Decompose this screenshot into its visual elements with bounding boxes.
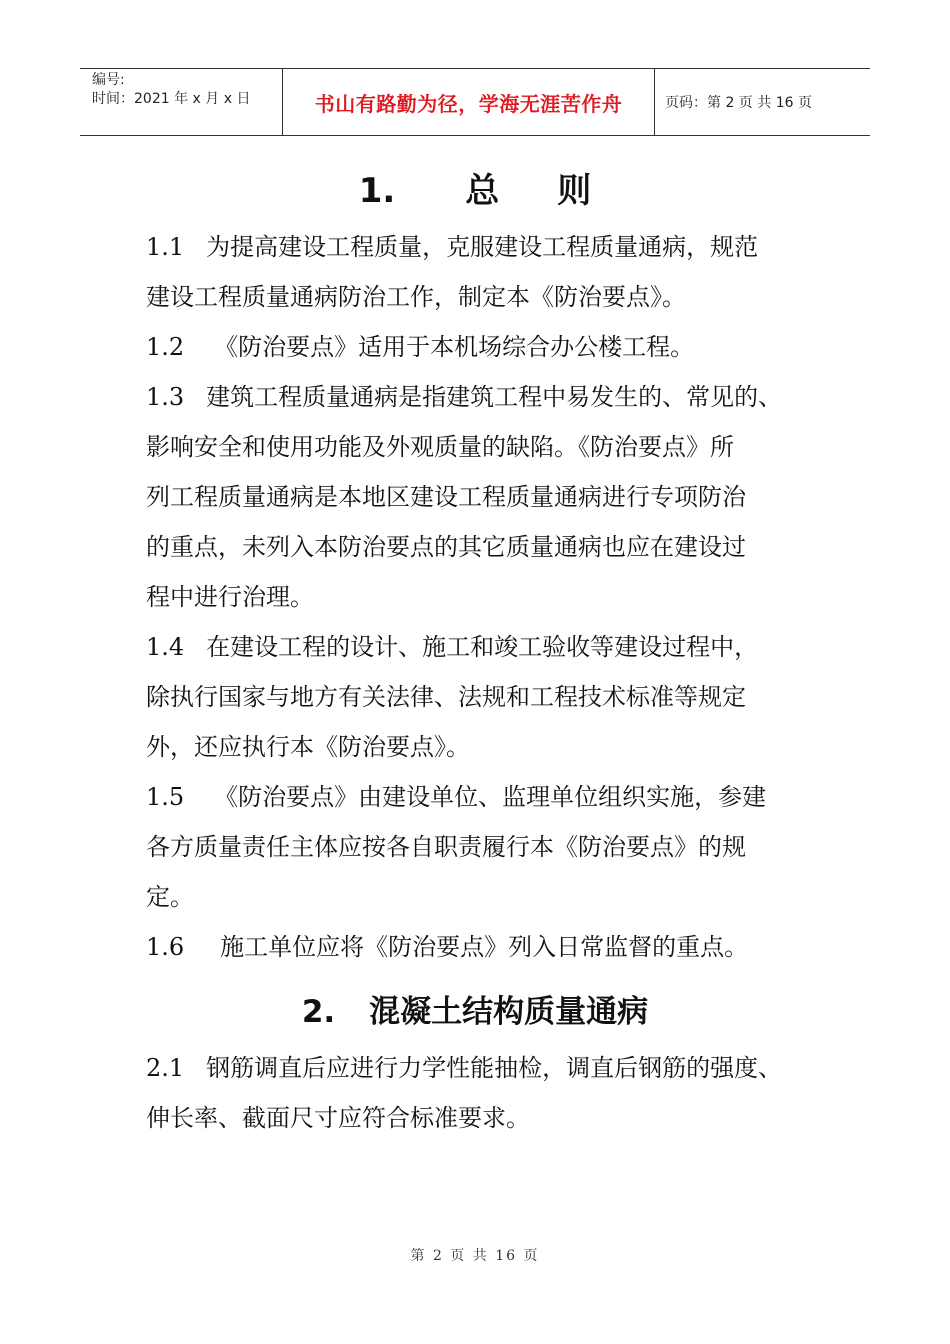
section-2-heading bbox=[0, 986, 950, 1031]
page-header bbox=[80, 68, 870, 136]
paragraph-line: 外，还应执行本《防治要点》。 bbox=[146, 733, 470, 761]
paragraph-number: 1.1 bbox=[146, 233, 185, 261]
paragraph-1-2 bbox=[146, 322, 836, 372]
line-text: 为提高建设工程质量，克服建设工程质量通病，规范 bbox=[206, 233, 759, 261]
paragraph-line: 伸长率、截面尺寸应符合标准要求。 bbox=[146, 1104, 530, 1132]
time-label: 时间：2021 年 x 月 x 日 bbox=[92, 91, 251, 107]
line-text: 建筑工程质量通病是指建筑工程中易发生的、常见的、 bbox=[206, 383, 783, 411]
paragraph-number: 1.3 bbox=[146, 383, 185, 411]
section-1-title-part1: 总 bbox=[465, 171, 500, 211]
paragraph-1-1 bbox=[146, 222, 836, 322]
section-2-body bbox=[146, 1043, 836, 1143]
header-page-info bbox=[655, 69, 870, 135]
paragraph-2-1 bbox=[146, 1043, 836, 1143]
line-text: 在建设工程的设计、施工和竣工验收等建设过程中， bbox=[206, 633, 759, 661]
line-text: 《防治要点》适用于本机场综合办公楼工程。 bbox=[214, 333, 695, 361]
line-text: 《防治要点》由建设单位、监理单位组织实施，参建 bbox=[214, 783, 767, 811]
paragraph-1-3 bbox=[146, 372, 836, 622]
paragraph-line: 的重点，未列入本防治要点的其它质量通病也应在建设过 bbox=[146, 533, 746, 561]
page-footer bbox=[0, 1245, 950, 1265]
paragraph-line bbox=[146, 1043, 836, 1093]
paragraph-line: 影响安全和使用功能及外观质量的缺陷。《防治要点》所 bbox=[146, 433, 734, 461]
paragraph-line bbox=[146, 772, 836, 822]
page-info-text: 页码：第 2 页 共 16 页 bbox=[665, 95, 812, 111]
section-1-number: 1. bbox=[358, 171, 396, 211]
section-1-body bbox=[146, 222, 836, 972]
paragraph-number: 1.5 bbox=[146, 783, 185, 811]
paragraph-line: 定。 bbox=[146, 883, 194, 911]
motto-text: 书山有路勤为径，学海无涯苦作舟 bbox=[314, 91, 623, 116]
paragraph-line: 各方质量责任主体应按各自职责履行本《防治要点》的规 bbox=[146, 833, 746, 861]
paragraph-line bbox=[146, 322, 836, 372]
paragraph-1-6 bbox=[146, 922, 836, 972]
paragraph-number: 1.2 bbox=[146, 333, 185, 361]
paragraph-1-5 bbox=[146, 772, 836, 922]
header-motto bbox=[282, 69, 655, 135]
paragraph-line bbox=[146, 222, 836, 272]
header-meta bbox=[80, 69, 282, 135]
paragraph-line: 程中进行治理。 bbox=[146, 583, 314, 611]
paragraph-line: 除执行国家与地方有关法律、法规和工程技术标准等规定 bbox=[146, 683, 746, 711]
paragraph-number: 1.6 bbox=[146, 933, 185, 961]
section-1-title-part2: 则 bbox=[557, 171, 592, 211]
section-1-heading bbox=[0, 163, 950, 212]
section-2-number: 2. bbox=[301, 994, 336, 1030]
paragraph-line bbox=[146, 622, 836, 672]
paragraph-line bbox=[146, 372, 836, 422]
paragraph-line: 建设工程质量通病防治工作，制定本《防治要点》。 bbox=[146, 283, 686, 311]
paragraph-line bbox=[146, 922, 836, 972]
code-label: 编号: bbox=[92, 72, 125, 88]
line-text: 施工单位应将《防治要点》列入日常监督的重点。 bbox=[220, 933, 749, 961]
paragraph-number: 2.1 bbox=[146, 1054, 185, 1082]
line-text: 钢筋调直后应进行力学性能抽检，调直后钢筋的强度、 bbox=[206, 1054, 783, 1082]
footer-page-number: 第 2 页 共 16 页 bbox=[410, 1248, 540, 1264]
section-2-title: 混凝土结构质量通病 bbox=[369, 994, 649, 1030]
paragraph-1-4 bbox=[146, 622, 836, 772]
paragraph-line: 列工程质量通病是本地区建设工程质量通病进行专项防治 bbox=[146, 483, 746, 511]
paragraph-number: 1.4 bbox=[146, 633, 185, 661]
